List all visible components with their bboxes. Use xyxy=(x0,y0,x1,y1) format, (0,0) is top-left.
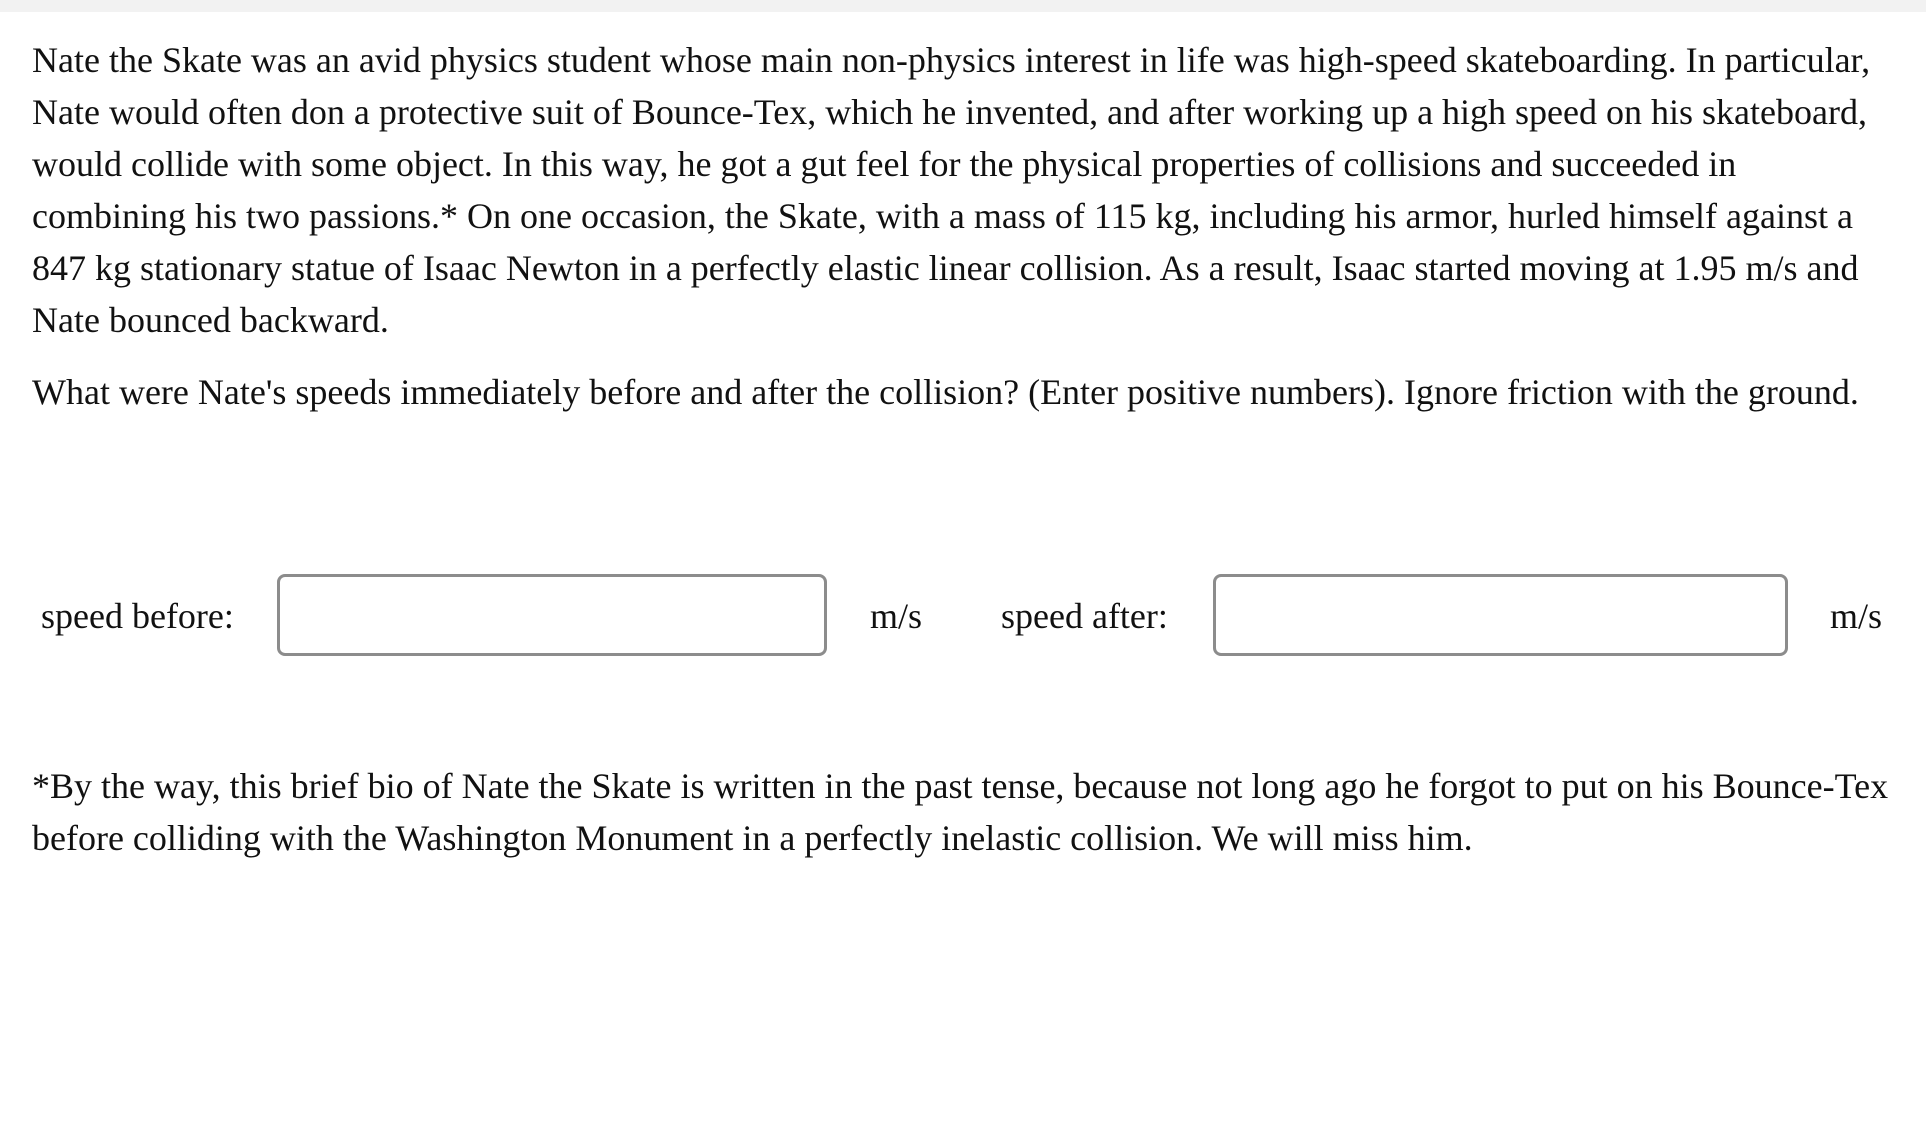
speed-before-input[interactable] xyxy=(277,574,827,656)
speed-before-label: speed before: xyxy=(41,596,234,636)
problem-statement: Nate the Skate was an avid physics student whose main non-physics interest in life was high-speed skateboarding. In particular, Nate would often don a protective suit of Bounce-Tex, which he invented, and after working up a high speed on his skateboard, would collide with some object. In this way, he got a gut feel for the physical properties of collisions and succeeded in combining his two passions.* On one occasion, the Skate, with a mass of 115 kg, including his armor, hurled himself against a 847 kg stationary statue of Isaac Newton in a perfectly elastic linear collision. As a result, Isaac started moving at 1.95 m/s and Nate bounced backward. xyxy=(32,40,1871,340)
speed-after-unit: m/s xyxy=(1830,596,1883,636)
question-page xyxy=(0,12,1926,1142)
footnote: *By the way, this brief bio of Nate the Skate is written in the past tense, because not long ago he forgot to put on his Bounce-Tex before colliding with the Washington Monument in a perfectly inelastic collision. We will miss him. xyxy=(32,766,1889,858)
question-prompt: What were Nate's speeds immediately before and after the collision? (Enter positive numbers). Ignore friction with the ground. xyxy=(32,372,1859,412)
speed-after-input[interactable] xyxy=(1213,574,1788,656)
speed-after-label: speed after: xyxy=(1001,596,1168,636)
answer-row xyxy=(0,572,1926,662)
speed-before-unit: m/s xyxy=(870,596,923,636)
